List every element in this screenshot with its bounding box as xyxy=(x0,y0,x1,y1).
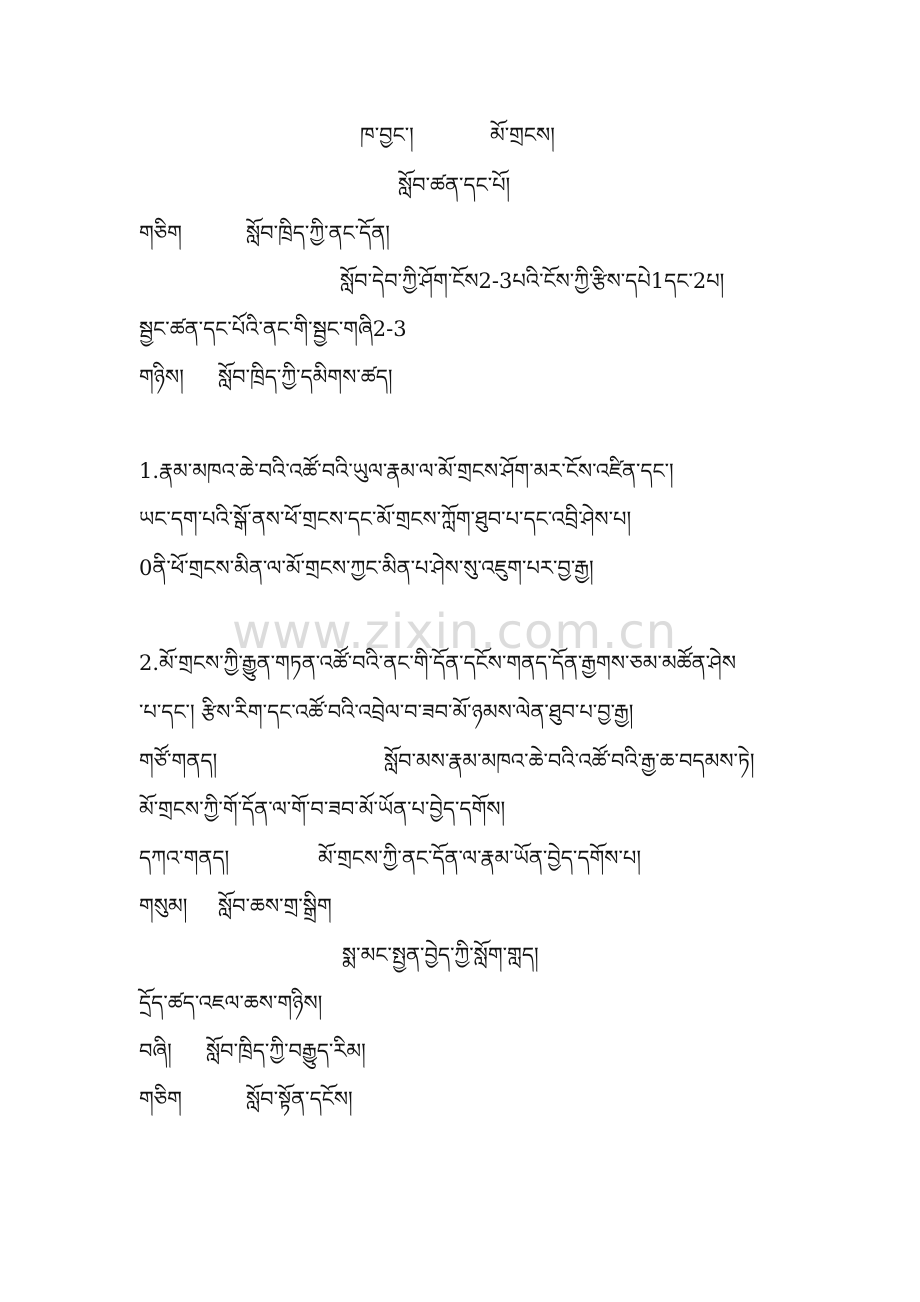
section-4-number: བཞི། xyxy=(139,1039,172,1063)
key-point-label: གཙོ་གནད། xyxy=(139,749,218,773)
difficulty-text: མོ་གྲངས་ཀྱི་ནང་དོན་ལ་རྣམ་ཡོན་བྱེད་དགོས་པ། xyxy=(318,846,641,870)
watermark: www.zixin.com.cn xyxy=(232,604,678,660)
header-left: ཁ་བྱང་། xyxy=(360,123,414,147)
section-2-title: སློབ་ཁྲིད་ཀྱི་དམིགས་ཚད། xyxy=(218,365,393,389)
header-right: མོ་གྲངས། xyxy=(490,123,555,147)
section-2-number: གཉིས། xyxy=(139,365,184,389)
section-1-number: གཅིག xyxy=(139,221,182,245)
paragraph-1-line-3: 0ནི་ཕོ་གྲངས་མིན་ལ་མོ་གྲངས་ཀྱང་མིན་པ་ཤེས་སུ་འཇུག་པར་བྱ་རྒྱ། xyxy=(139,556,594,580)
section-3-title: སློབ་ཆས་གྲ་སྒྲིག xyxy=(218,894,332,918)
key-point-text-2: མོ་གྲངས་ཀྱི་གོ་དོན་ལ་གོ་བ་ཟབ་མོ་ཡོན་པ་བྱེད་དགོས། xyxy=(139,797,506,821)
paragraph-2-line-1: 2.མོ་གྲངས་ཀྱི་རྒྱུན་གཏན་འཚོ་བའི་ནང་གི་དོན་དངོས་གནད་དོན་རྒྱགས་ཅམ་མཚོན་ཤེས xyxy=(139,651,737,675)
section-3-line-1: སྨ་མང་སྤྱན་བྱེད་ཀྱི་སློག་གླད། xyxy=(342,943,539,967)
lesson-subtitle: སློབ་ཚན་དང་པོ། xyxy=(398,173,511,197)
paragraph-1-line-1: 1.རྣམ་མཁའ་ཆེ་བའི་འཚོ་བའི་ཡུལ་རྣམ་ལ་མོ་གྲངས་ཤོག་མར་ངོས་འཛིན་དང་། xyxy=(139,459,674,483)
section-3-number: གསུམ། xyxy=(139,894,188,918)
section-3-line-2: དྲོད་ཚད་འཇལ་ཆས་གཉིས། xyxy=(139,991,323,1015)
difficulty-label: དཀའ་གནད། xyxy=(139,846,230,870)
paragraph-1-line-2: ཡང་དག་པའི་སྒོ་ནས་ཕོ་གྲངས་དང་མོ་གྲངས་ཀློག་ཐུབ་པ་དང་འབྲི་ཤེས་པ། xyxy=(139,507,632,531)
section-1-title: སློབ་ཁྲིད་ཀྱི་ནང་དོན། xyxy=(246,221,390,245)
key-point-text: སློབ་མས་རྣམ་མཁའ་ཆེ་བའི་འཚོ་བའི་རྒྱ་ཆ་བདམས་ཏེ། xyxy=(384,749,755,773)
section-1-line-1: སློབ་དེབ་ཀྱི་ཤོག་ངོས2-3པའི་ངོས་ཀྱི་རྩིས་དཔེ1དང་2པ། xyxy=(340,269,725,293)
paragraph-2-line-2: ་པ་དང་། རྩིས་རིག་དང་འཚོ་བའི་འབྲེལ་བ་ཟབ་མོ་ཉམས་ལེན་ཐུབ་པ་བྱ་རྒྱ། xyxy=(139,700,634,724)
section-1-line-2: སྦྱང་ཚན་དང་པོའི་ནང་གི་སྦྱང་གཞི2-3 xyxy=(139,317,407,341)
section-4-title: སློབ་ཁྲིད་ཀྱི་བརྒྱུད་རིམ། xyxy=(206,1039,366,1063)
section-5-title: སློབ་སྟོན་དངོས། xyxy=(246,1087,353,1111)
section-5-number: གཅིག xyxy=(139,1087,182,1111)
